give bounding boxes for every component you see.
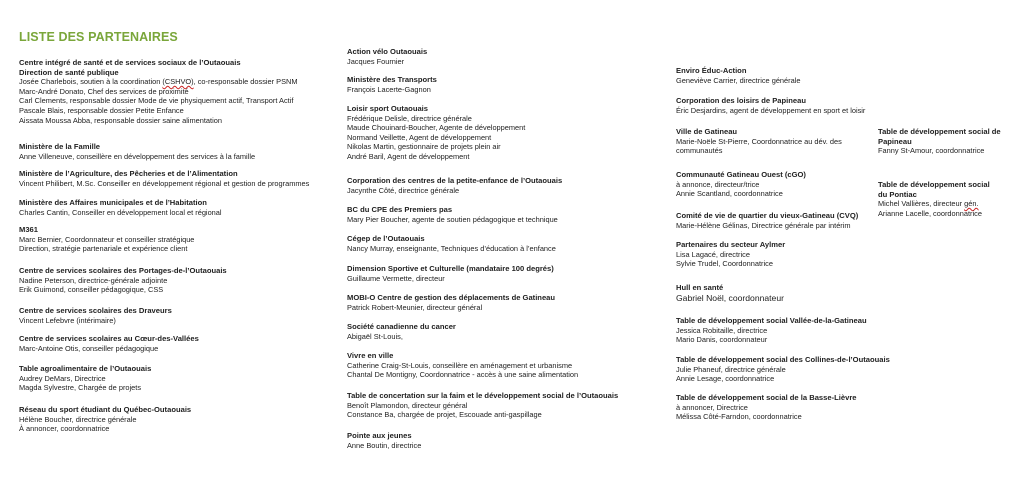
partner-entry bbox=[676, 283, 876, 304]
partner-entry bbox=[878, 127, 1018, 156]
contact-text: Benoît Plamondon, directeur général bbox=[347, 400, 468, 410]
partner-contact-line bbox=[676, 76, 876, 86]
partner-contact-line bbox=[19, 87, 339, 97]
partner-organization-name: Centre de services scolaires des Draveurs bbox=[19, 306, 172, 315]
partner-entry bbox=[347, 176, 667, 195]
partner-organization-name: Table de développement social de bbox=[878, 127, 1001, 136]
partner-contact-line bbox=[347, 152, 667, 162]
contact-text: Jacques Fournier bbox=[347, 56, 405, 66]
partner-contact-line bbox=[19, 276, 339, 286]
partner-contact-line bbox=[19, 179, 339, 189]
contact-text: Audrey DeMars, Directrice bbox=[19, 373, 106, 383]
partner-contact-line bbox=[878, 209, 1018, 219]
contact-text: Mary Pier Boucher, agente de soutien pédagogique et technique bbox=[347, 214, 558, 224]
partner-entry bbox=[347, 75, 667, 94]
partner-organization-name: Hull en santé bbox=[676, 283, 724, 292]
contact-text: Normand Veillette, Agent de développement bbox=[347, 132, 492, 142]
partner-contact-line bbox=[347, 332, 667, 342]
contact-text: Marie-Hélène Gélinas, Directrice générale par intérim bbox=[676, 220, 851, 230]
partner-entry bbox=[676, 240, 876, 269]
partner-organization-name: Ministère des Affaires municipales et de l’Habitation bbox=[19, 198, 207, 207]
contact-text: Sylvie Trudel, Coordonnatrice bbox=[676, 259, 773, 269]
partner-organization-name: Centre de services scolaires des Portages-de-l’Outaouais bbox=[19, 266, 227, 275]
partner-contact-line bbox=[347, 142, 667, 152]
partner-contact-line bbox=[676, 259, 876, 269]
partner-organization-name: Ministère de l’Agriculture, des Pêcheries et de l’Alimentation bbox=[19, 169, 238, 178]
partner-contact-line bbox=[676, 293, 876, 304]
partner-contact-line bbox=[676, 189, 876, 199]
partner-entry bbox=[347, 205, 667, 224]
contact-text: Lisa Lagacé, directrice bbox=[676, 249, 750, 259]
partner-contact-line bbox=[19, 235, 339, 245]
partner-organization-name: Ville de Gatineau bbox=[676, 127, 738, 136]
partner-entry bbox=[19, 405, 339, 434]
contact-text: Jessica Robitaille, directrice bbox=[676, 325, 768, 335]
partner-entry bbox=[19, 364, 339, 393]
partner-organization-name: Table de développement social bbox=[878, 180, 990, 189]
partner-organization-name: MOBI-O Centre de gestion des déplacements de Gatineau bbox=[347, 293, 556, 302]
partner-organization-name: Table de concertation sur la faim et le développement social de l’Outaouais bbox=[347, 391, 619, 400]
contact-text: Éric Desjardins, agent de développement en sport et loisir bbox=[676, 105, 866, 115]
partner-organization-name: Comité de vie de quartier du vieux-Gatineau (CVQ) bbox=[676, 211, 859, 220]
partner-organization-name: Cégep de l’Outaouais bbox=[347, 234, 425, 243]
partner-contact-line bbox=[676, 335, 876, 345]
partner-organization-name: du Pontiac bbox=[878, 189, 917, 199]
partner-entry bbox=[347, 104, 667, 162]
partner-entry bbox=[878, 180, 1018, 218]
partner-contact-line bbox=[19, 316, 339, 326]
partner-contact-line bbox=[676, 250, 876, 260]
partner-contact-line bbox=[347, 370, 667, 380]
contact-text: Marie-Noële St-Pierre, Coordonnatrice au dév. des bbox=[676, 136, 842, 146]
partner-contact-line bbox=[347, 57, 667, 67]
contact-text: Fanny St-Amour, coordonnatrice bbox=[878, 146, 985, 156]
partner-organization-name: Centre de services scolaires au Cœur-des-Vallées bbox=[19, 334, 199, 343]
contact-text: Michel Vallières, directeur bbox=[878, 199, 965, 209]
partner-entry bbox=[19, 266, 339, 295]
partner-contact-line bbox=[878, 146, 1018, 156]
partner-contact-line bbox=[347, 114, 667, 124]
contact-text: Frédérique Delisle, directrice générale bbox=[347, 113, 472, 123]
partner-organization-name: Table agroalimentaire de l’Outaouais bbox=[19, 364, 152, 373]
partner-organization-name: Vivre en ville bbox=[347, 351, 394, 360]
partner-contact-line bbox=[19, 77, 339, 87]
partner-contact-line bbox=[347, 441, 667, 451]
partner-organization-name: Corporation des centres de la petite-enfance de l’Outaouais bbox=[347, 176, 563, 185]
spellcheck-flagged-text: (CSHVO) bbox=[162, 77, 194, 87]
partner-contact-line bbox=[19, 383, 339, 393]
partner-organization-name: Table de développement social Vallée-de-la-Gatineau bbox=[676, 316, 867, 325]
partner-entry bbox=[676, 355, 890, 384]
contact-text: Nadine Peterson, directrice-générale adjointe bbox=[19, 275, 168, 285]
partner-contact-line bbox=[676, 326, 876, 336]
contact-text: Vincent Lefebvre (intérimaire) bbox=[19, 315, 116, 325]
contact-text: Jacynthe Côté, directrice générale bbox=[347, 185, 460, 195]
contact-text: André Baril, Agent de développement bbox=[347, 151, 470, 161]
partner-contact-line bbox=[676, 180, 876, 190]
contact-text: Constance Ba, chargée de projet, Escouade anti-gaspillage bbox=[347, 410, 542, 420]
partner-contact-line bbox=[19, 344, 339, 354]
partner-entry bbox=[676, 96, 876, 115]
partner-contact-line bbox=[347, 410, 667, 420]
partner-contact-line bbox=[676, 403, 876, 413]
contact-text: Vincent Philibert, M.Sc. Conseiller en développement régional et gestion de programmes bbox=[19, 178, 310, 188]
contact-text: Direction, stratégie partenariale et expérience client bbox=[19, 244, 188, 254]
partner-contact-line bbox=[676, 412, 876, 422]
partner-organization-name: Corporation des loisirs de Papineau bbox=[676, 96, 806, 105]
contact-text: François Lacerte-Gagnon bbox=[347, 84, 431, 94]
partner-organization-name: Partenaires du secteur Aylmer bbox=[676, 240, 786, 249]
partner-contact-line bbox=[676, 365, 876, 375]
contact-text: Marc-André Donato, Chef des services de proximité bbox=[19, 86, 189, 96]
partner-contact-line bbox=[19, 208, 339, 218]
contact-text: communautés bbox=[676, 146, 723, 156]
contact-text: Chantal De Montigny, Coordonnatrice - accès à une saine alimentation bbox=[347, 370, 579, 380]
partner-entry bbox=[19, 334, 339, 353]
partner-entry bbox=[19, 58, 339, 125]
partner-contact-line bbox=[347, 186, 667, 196]
contact-text: Carl Clements, responsable dossier Mode de vie physiquement actif, Transport Actif bbox=[19, 96, 294, 106]
partner-organization-name: BC du CPE des Premiers pas bbox=[347, 205, 453, 214]
page-title: LISTE DES PARTENAIRES bbox=[19, 30, 178, 44]
contact-text: Charles Cantin, Conseiller en développement local et régional bbox=[19, 207, 222, 217]
partner-entry bbox=[347, 264, 667, 283]
partner-entry bbox=[676, 393, 876, 422]
partner-organization-name: Pointe aux jeunes bbox=[347, 431, 412, 440]
partner-entry bbox=[347, 322, 667, 341]
partner-organization-name: Loisir sport Outaouais bbox=[347, 104, 429, 113]
contact-text: Guillaume Vermette, directeur bbox=[347, 273, 445, 283]
partner-entry bbox=[676, 127, 876, 156]
contact-text: Anne Villeneuve, conseillère en développement des services à la famille bbox=[19, 151, 256, 161]
partner-organization-name: Papineau bbox=[878, 136, 912, 146]
partner-contact-line bbox=[347, 274, 667, 284]
contact-text: à annonce, directeur/trice bbox=[676, 179, 760, 189]
contact-text: à annoncer, Directrice bbox=[676, 402, 748, 412]
partner-contact-line bbox=[347, 244, 667, 254]
partner-organization-name: Réseau du sport étudiant du Québec-Outaouais bbox=[19, 405, 192, 414]
partner-contact-line bbox=[19, 96, 339, 106]
partner-contact-line bbox=[347, 361, 667, 371]
spellcheck-flagged-text: gén. bbox=[964, 199, 979, 209]
contact-text: Patrick Robert-Meunier, directeur général bbox=[347, 302, 483, 312]
partner-organization-name: Table de développement social des Collines-de-l’Outaouais bbox=[676, 355, 890, 364]
partner-contact-line bbox=[676, 221, 876, 231]
partner-organization-name: Ministère des Transports bbox=[347, 75, 437, 84]
partner-contact-line bbox=[19, 116, 339, 126]
contact-text: À annoncer, coordonnatrice bbox=[19, 424, 110, 434]
partner-contact-line bbox=[347, 85, 667, 95]
partner-contact-line bbox=[19, 424, 339, 434]
partner-contact-line bbox=[19, 152, 339, 162]
partner-organization-name: Ministère de la Famille bbox=[19, 142, 101, 151]
partner-organization-name: M361 bbox=[19, 225, 38, 234]
contact-text: Marc Bernier, Coordonnateur et conseiller stratégique bbox=[19, 234, 195, 244]
partner-entry bbox=[347, 351, 667, 380]
partner-entry bbox=[347, 293, 667, 312]
contact-text: Nikolas Martin, gestionnaire de projets plein air bbox=[347, 142, 501, 152]
partner-entry bbox=[676, 66, 876, 85]
partner-organization-name: Table de développement social de la Basse-Lièvre bbox=[676, 393, 857, 402]
contact-text: Abigaël St-Louis, bbox=[347, 331, 403, 341]
partner-entry bbox=[347, 431, 667, 450]
partner-contact-line bbox=[347, 133, 667, 143]
partner-contact-line bbox=[19, 106, 339, 116]
partner-entry bbox=[19, 225, 339, 254]
contact-text: Geneviève Carrier, directrice générale bbox=[676, 75, 801, 85]
contact-text: Nancy Murray, enseignante, Techniques d’éducation à l’enfance bbox=[347, 243, 556, 253]
contact-text: Josée Charlebois, soutien à la coordination bbox=[19, 77, 163, 87]
partner-entry bbox=[19, 198, 339, 217]
contact-text: Magda Sylvestre, Chargée de projets bbox=[19, 383, 142, 393]
partner-contact-line bbox=[347, 401, 667, 411]
partner-organization-name: Dimension Sportive et Culturelle (mandataire 100 degrés) bbox=[347, 264, 554, 273]
partner-entry bbox=[347, 234, 667, 253]
contact-text: , co-responsable dossier PSNM bbox=[193, 77, 298, 87]
contact-text: Arianne Lacelle, coordonnatrice bbox=[878, 208, 982, 218]
contact-text: Mario Danis, coordonnateur bbox=[676, 335, 768, 345]
contact-text: Anne Boutin, directrice bbox=[347, 440, 422, 450]
contact-text: Annie Lesage, coordonnatrice bbox=[676, 374, 775, 384]
contact-text: Aissata Moussa Abba, responsable dossier saine alimentation bbox=[19, 115, 222, 125]
partner-contact-line bbox=[347, 123, 667, 133]
partner-organization-name: Communauté Gatineau Ouest (cGO) bbox=[676, 170, 806, 179]
partner-entry bbox=[19, 142, 339, 161]
partner-entry bbox=[19, 169, 339, 188]
partner-contact-line bbox=[19, 415, 339, 425]
partner-entry bbox=[347, 391, 667, 420]
partner-organization-name: Société canadienne du cancer bbox=[347, 322, 456, 331]
partner-contact-line bbox=[347, 215, 667, 225]
partner-organization-name: Direction de santé publique bbox=[19, 67, 119, 77]
partner-organization-name: Action vélo Outaouais bbox=[347, 47, 428, 56]
partner-entry bbox=[676, 316, 876, 345]
partner-entry bbox=[347, 47, 667, 66]
partner-organization-name: Enviro Éduc-Action bbox=[676, 66, 747, 75]
contact-text: Gabriel Noël, coordonnateur bbox=[676, 292, 784, 303]
contact-text: Marc-Antoine Otis, conseiller pédagogique bbox=[19, 343, 159, 353]
partner-contact-line bbox=[347, 303, 667, 313]
partner-entry bbox=[19, 306, 339, 325]
contact-text: Mélissa Côté-Farndon, coordonnatrice bbox=[676, 412, 802, 422]
partner-contact-line bbox=[676, 374, 876, 384]
contact-text: Pascale Blais, responsable dossier Petite Enfance bbox=[19, 105, 184, 115]
partner-entry bbox=[676, 211, 876, 230]
partner-organization-name: Centre intégré de santé et de services sociaux de l’Outaouais bbox=[19, 58, 241, 67]
partner-contact-line bbox=[676, 137, 876, 147]
partner-contact-line bbox=[19, 374, 339, 384]
partner-contact-line bbox=[676, 106, 876, 116]
partner-contact-line bbox=[19, 244, 339, 254]
contact-text: Maude Chouinard-Boucher, Agente de développement bbox=[347, 123, 526, 133]
partner-entry bbox=[676, 170, 876, 199]
contact-text: Catherine Craig-St-Louis, conseillère en aménagement et urbanisme bbox=[347, 360, 573, 370]
contact-text: Annie Scantland, coordonnatrice bbox=[676, 189, 783, 199]
contact-text: Hélène Boucher, directrice générale bbox=[19, 414, 137, 424]
partner-contact-line bbox=[676, 146, 876, 156]
partner-contact-line bbox=[19, 285, 339, 295]
contact-text: Julie Phaneuf, directrice générale bbox=[676, 364, 786, 374]
partner-contact-line bbox=[878, 199, 1018, 209]
contact-text: Erik Guimond, conseiller pédagogique, CSS bbox=[19, 285, 164, 295]
